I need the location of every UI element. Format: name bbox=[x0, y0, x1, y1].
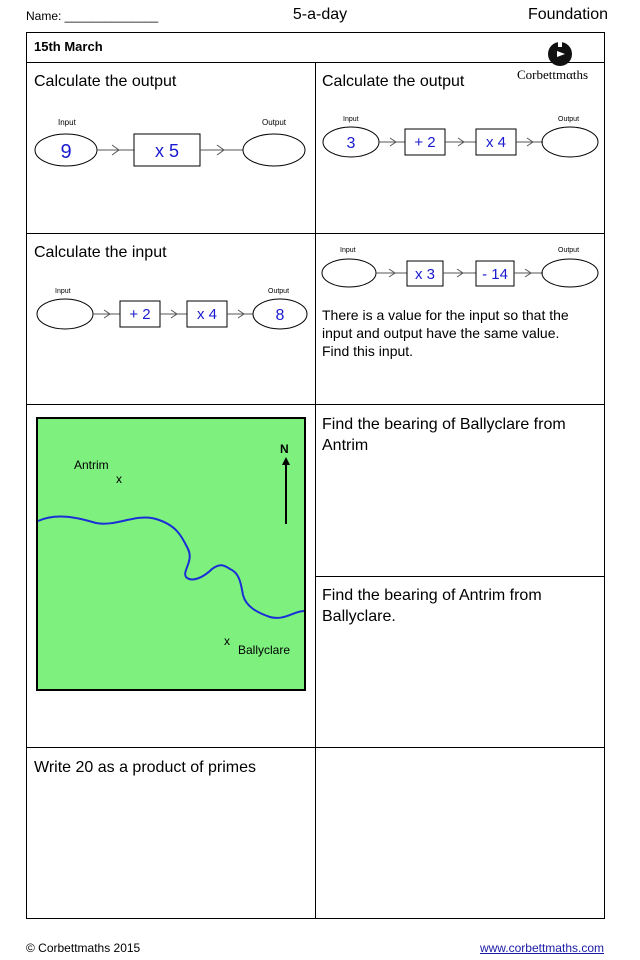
q1-output-label: Output bbox=[262, 118, 287, 127]
level-label: Foundation bbox=[527, 6, 608, 23]
q1-output-oval bbox=[243, 134, 305, 166]
antrim-label: Antrim bbox=[74, 458, 109, 472]
logo-text: Corbettmαths bbox=[517, 67, 589, 82]
q1-function-machine bbox=[30, 112, 312, 172]
ballyclare-label: Ballyclare bbox=[238, 643, 291, 657]
q2-op2: x 4 bbox=[485, 134, 507, 151]
q6-prompt bbox=[322, 585, 542, 627]
date-row bbox=[26, 32, 605, 63]
q1-op1: x 5 bbox=[154, 141, 180, 161]
q4-output-label: Output bbox=[558, 247, 580, 254]
q2-input-value: 3 bbox=[346, 135, 356, 152]
q4-text-line-1: There is a value for the input so that the bbox=[322, 307, 569, 323]
q5-prompt-line-1: Find the bearing of Ballyclare from bbox=[322, 416, 566, 433]
q4-op1: x 3 bbox=[414, 266, 436, 283]
q3-input-label: Input bbox=[55, 288, 71, 295]
q4-op2: - 14 bbox=[482, 266, 508, 283]
q1-prompt: Calculate the output bbox=[34, 73, 177, 90]
row-divider-3 bbox=[26, 747, 605, 748]
q2-output-oval bbox=[542, 127, 598, 157]
q4-text bbox=[322, 306, 569, 360]
q3-output-label: Output bbox=[268, 288, 290, 295]
q3-output-value: 8 bbox=[275, 307, 285, 324]
page-title: 5-a-day bbox=[292, 6, 348, 23]
q3-op2: x 4 bbox=[196, 306, 218, 323]
copyright: © Corbettmaths 2015 bbox=[26, 941, 141, 955]
q2-output-label: Output bbox=[558, 116, 580, 123]
q4-text-line-2: input and output have the same value. bbox=[322, 325, 560, 341]
q6-prompt-line-1: Find the bearing of Antrim from bbox=[322, 587, 542, 604]
q4-output-oval bbox=[542, 259, 598, 287]
q4-input-label: Input bbox=[340, 247, 356, 254]
q2-function-machine bbox=[318, 110, 602, 160]
q2-op1: + 2 bbox=[414, 134, 436, 151]
row-divider-2 bbox=[26, 404, 605, 405]
corbettmaths-logo-icon bbox=[544, 39, 576, 67]
ballyclare-marker: x bbox=[224, 634, 230, 648]
row-divider-1 bbox=[26, 233, 605, 234]
q4-input-oval bbox=[322, 259, 376, 287]
q5-prompt bbox=[322, 414, 566, 456]
map bbox=[36, 417, 306, 691]
q1-input-label: Input bbox=[58, 118, 76, 127]
q6-prompt-line-2: Ballyclare. bbox=[322, 608, 396, 625]
q3-prompt: Calculate the input bbox=[34, 244, 167, 261]
q3-function-machine bbox=[30, 282, 312, 332]
q2-prompt: Calculate the output bbox=[322, 73, 465, 90]
column-divider bbox=[315, 63, 316, 919]
q5-prompt-line-2: Antrim bbox=[322, 437, 369, 454]
q3-input-oval bbox=[37, 299, 93, 329]
q1-input-value: 9 bbox=[60, 141, 72, 163]
website-link[interactable]: www.corbettmaths.com bbox=[479, 941, 604, 955]
q2-input-label: Input bbox=[343, 116, 359, 123]
antrim-marker: x bbox=[116, 472, 122, 486]
date-label: 15th March bbox=[34, 39, 103, 54]
row-divider-right bbox=[315, 576, 605, 577]
q7-prompt: Write 20 as a product of primes bbox=[34, 759, 257, 776]
q3-op1: + 2 bbox=[129, 306, 151, 323]
north-label: N bbox=[280, 442, 289, 456]
q4-function-machine bbox=[318, 242, 602, 292]
name-label: Name: ______________ bbox=[26, 9, 159, 23]
q4-text-line-3: Find this input. bbox=[322, 343, 414, 359]
